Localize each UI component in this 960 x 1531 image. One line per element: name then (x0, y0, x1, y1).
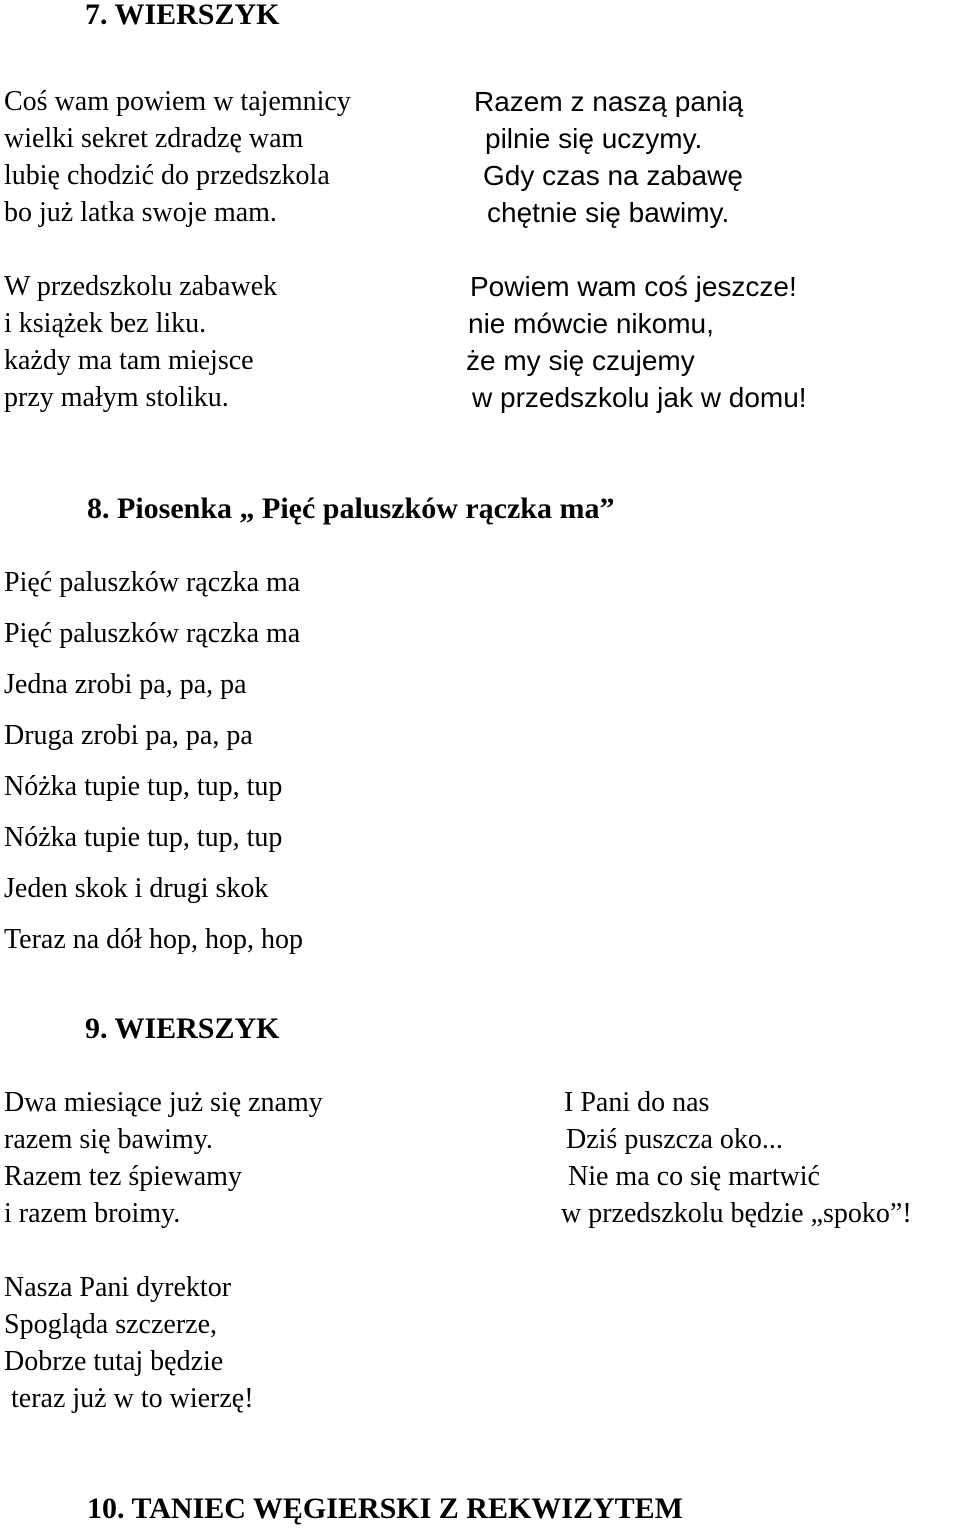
section-7-right-line-4: chętnie się bawimy. (487, 197, 730, 228)
section-9-left-line-1: Dwa miesiące już się znamy (4, 1087, 323, 1118)
section-7-right-line-3: Gdy czas na zabawę (483, 160, 743, 191)
section-7-right-line-7: że my się czujemy (466, 345, 695, 376)
section-8-line-4: Druga zrobi pa, pa, pa (4, 720, 253, 751)
section-7-right-line-1: Razem z naszą panią (474, 86, 744, 117)
section-9-right-line-1: I Pani do nas (564, 1087, 710, 1118)
section-8-title: 8. Piosenka „ Pięć paluszków rączka ma” (87, 492, 615, 525)
section-8-line-8: Teraz na dół hop, hop, hop (4, 924, 303, 955)
section-9-left-line-8: teraz już w to wierzę! (4, 1383, 254, 1414)
section-9-right-line-2: Dziś puszcza oko... (566, 1124, 783, 1155)
section-8-line-6: Nóżka tupie tup, tup, tup (4, 822, 283, 853)
section-7-title: 7. WIERSZYK (85, 0, 280, 31)
section-7-left-line-1: Coś wam powiem w tajemnicy (4, 86, 351, 117)
section-7-left-line-7: każdy ma tam miejsce (4, 345, 254, 376)
section-9-left-line-2: razem się bawimy. (4, 1124, 213, 1155)
section-8-line-2: Pięć paluszków rączka ma (4, 618, 301, 649)
section-7-right-line-6: nie mówcie nikomu, (468, 308, 714, 339)
section-7-left-line-4: bo już latka swoje mam. (4, 197, 277, 228)
section-9-left-line-6: Spogląda szczerze, (4, 1309, 217, 1340)
section-8-line-3: Jedna zrobi pa, pa, pa (4, 669, 247, 700)
section-9-left-line-7: Dobrze tutaj będzie (4, 1346, 224, 1377)
section-7-left-line-2: wielki sekret zdradzę wam (4, 123, 304, 154)
section-8-line-7: Jeden skok i drugi skok (4, 873, 269, 904)
section-9-left-line-3: Razem tez śpiewamy (4, 1161, 242, 1192)
section-7-right-line-8: w przedszkolu jak w domu! (472, 382, 807, 413)
section-7-left-line-5: W przedszkolu zabawek (4, 271, 278, 302)
section-9-left-line-4: i razem broimy. (4, 1198, 181, 1229)
section-7-right-line-2: pilnie się uczymy. (485, 123, 703, 154)
section-9-right-line-4: w przedszkolu będzie „spoko”! (561, 1198, 912, 1229)
section-9-right-line-3: Nie ma co się martwić (568, 1161, 820, 1192)
section-7-left-line-3: lubię chodzić do przedszkola (4, 160, 330, 191)
section-10-title: 10. TANIEC WĘGIERSKI Z REKWIZYTEM (87, 1492, 683, 1525)
section-7-left-line-8: przy małym stoliku. (4, 382, 229, 413)
section-8-line-5: Nóżka tupie tup, tup, tup (4, 771, 283, 802)
section-7-right-line-5: Powiem wam coś jeszcze! (470, 271, 797, 302)
section-9-title: 9. WIERSZYK (85, 1012, 280, 1045)
section-9-left-line-5: Nasza Pani dyrektor (4, 1272, 232, 1303)
section-8-line-1: Pięć paluszków rączka ma (4, 567, 301, 598)
section-7-left-line-6: i książek bez liku. (4, 308, 207, 339)
